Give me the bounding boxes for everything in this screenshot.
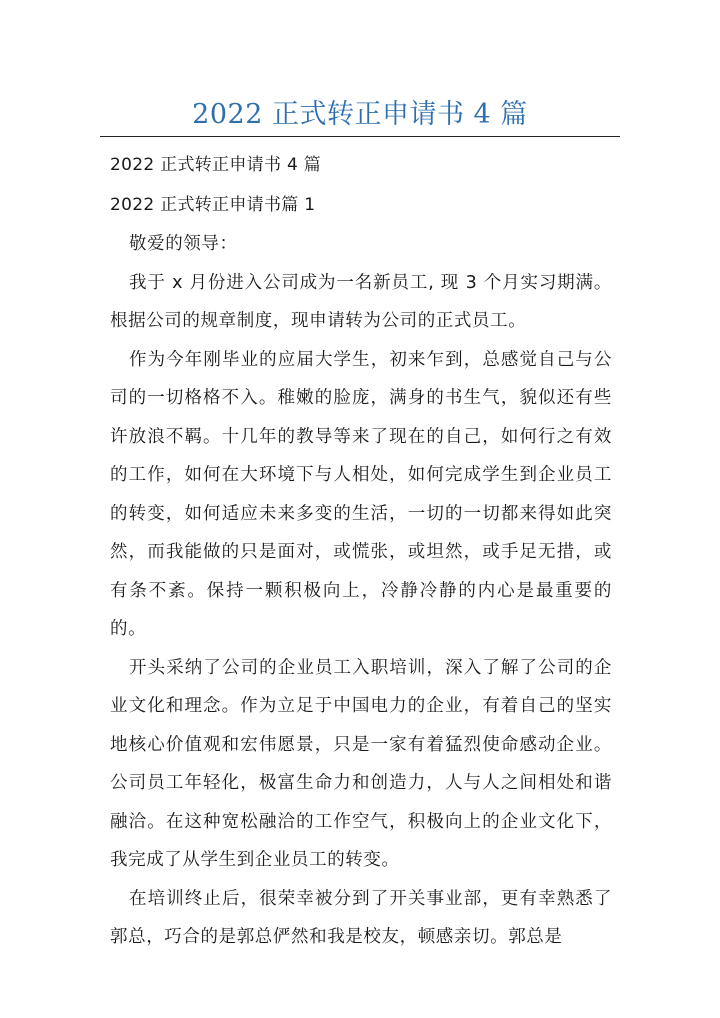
document-subtitle: 2022 正式转正申请书 4 篇 xyxy=(110,155,322,175)
greeting-paragraph: 敬爱的领导： xyxy=(129,234,238,254)
document-title: 2022 正式转正申请书 4 篇 xyxy=(192,99,528,130)
body-paragraph: 作为今年刚毕业的应届大学生，初来乍到，总感觉自己与公司的一切格格不入。稚嫩的脸庞，满身的书生气，貌似还有些许放浪不羁。十几年的教导等来了现在的自己，如何行之有效的工作，如何在大环境下与人相处，如何完成学生到企业员工的转变，如何适应未来多变的生活，一切的一切都来得如此突然，而我能做的只是面对，或慌张，或坦然，或手足无措，或有条不紊。保持一颗积极向上，冷静冷静的内心是最重要的的。 xyxy=(110,349,612,639)
letter-body xyxy=(110,225,612,957)
body-paragraph: 开头采纳了公司的企业员工入职培训，深入了解了公司的企业文化和理念。作为立足于中国电力的企业，有着自己的坚实地核心价值观和宏伟愿景，只是一家有着猛烈使命感动企业。公司员工年轻化，极富生命力和创造力，人与人之间相处和谐融洽。在这种宽松融洽的工作空气，积极向上的企业文化下，我完成了从学生到企业员工的转变。 xyxy=(110,657,612,870)
title-divider xyxy=(100,136,620,137)
body-paragraph: 我于 x 月份进入公司成为一名新员工, 现 3 个月实习期满。根据公司的规章制度，现申请转为公司的正式员工。 xyxy=(110,272,612,331)
body-paragraph: 在培训终止后，很荣幸被分到了开关事业部，更有幸熟悉了郭总，巧合的是郭总俨然和我是校友，顿感亲切。郭总是 xyxy=(110,888,612,947)
section-heading: 2022 正式转正申请书篇 1 xyxy=(110,195,316,215)
